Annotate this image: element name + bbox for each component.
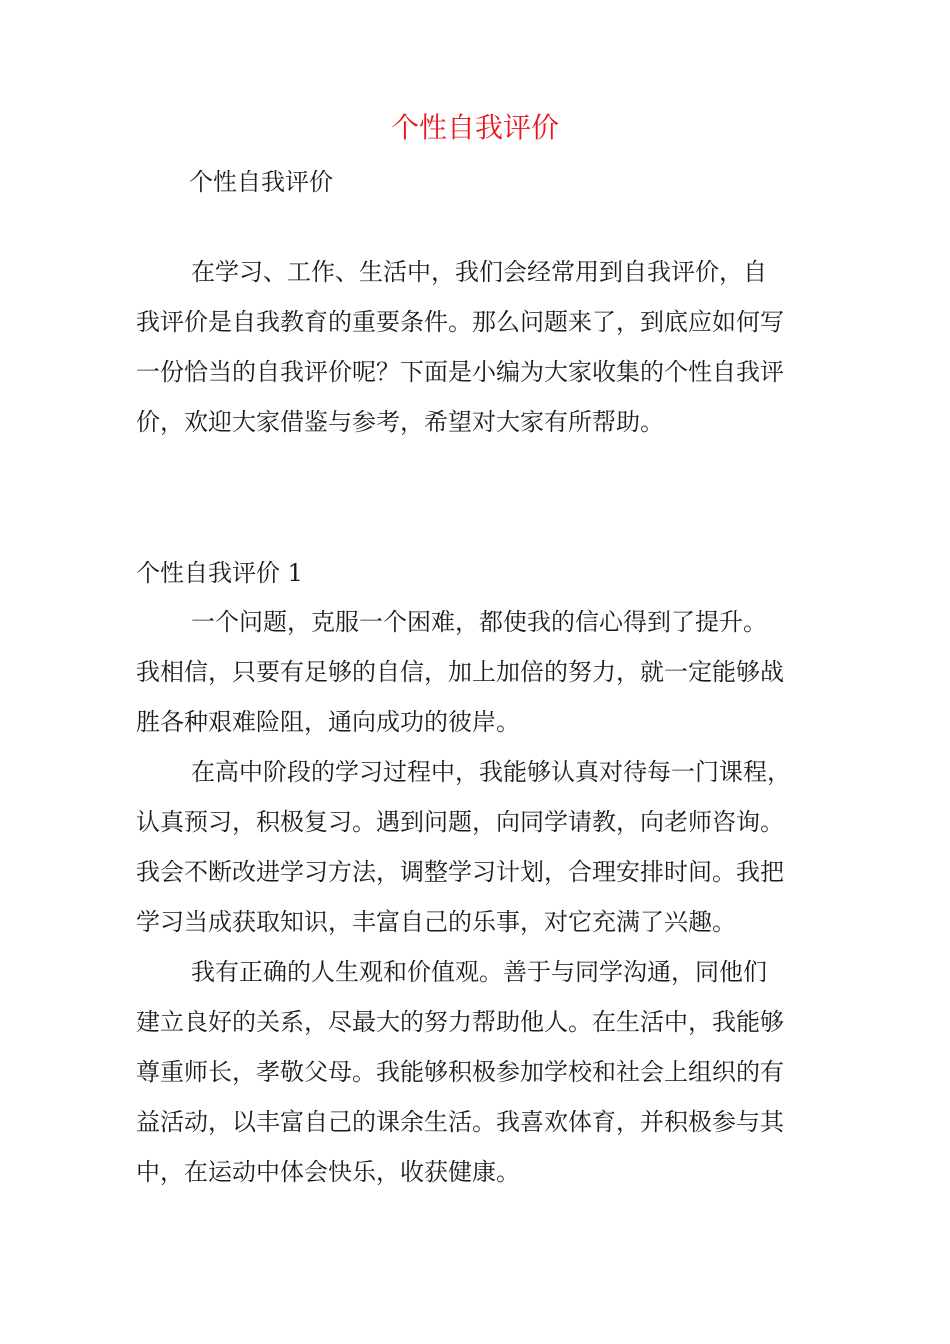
paragraph-line: 益活动，以丰富自己的课余生活。我喜欢体育，并积极参与其 [136, 1108, 784, 1136]
section1-paragraph-1 [136, 597, 836, 747]
section1-paragraph-2 [136, 747, 836, 947]
paragraph-line: 胜各种艰难险阻，通向成功的彼岸。 [136, 708, 520, 736]
paragraph-line: 我评价是自我教育的重要条件。那么问题来了，到底应如何写 [136, 308, 784, 336]
document-title: 个性自我评价 [390, 111, 559, 144]
paragraph-line: 中，在运动中体会快乐，收获健康。 [136, 1158, 520, 1186]
paragraph-line: 学习当成获取知识，丰富自己的乐事，对它充满了兴趣。 [136, 908, 736, 936]
paragraph-line: 认真预习，积极复习。遇到问题，向同学请教，向老师咨询。 [136, 808, 784, 836]
paragraph-line: 在学习、工作、生活中，我们会经常用到自我评价，自 [191, 258, 767, 286]
paragraph-line: 尊重师长，孝敬父母。我能够积极参加学校和社会上组织的有 [136, 1058, 784, 1086]
intro-paragraph [136, 247, 836, 447]
document-subtitle: 个性自我评价 [189, 168, 333, 196]
section1-paragraph-3 [136, 947, 836, 1197]
paragraph-line: 我会不断改进学习方法，调整学习计划，合理安排时间。我把 [136, 858, 784, 886]
paragraph-line: 一份恰当的自我评价呢？下面是小编为大家收集的个性自我评 [136, 358, 784, 386]
section-heading: 个性自我评价 1 [136, 559, 303, 587]
paragraph-line: 一个问题，克服一个困难，都使我的信心得到了提升。 [191, 608, 767, 636]
paragraph-line: 我相信，只要有足够的自信，加上加倍的努力，就一定能够战 [136, 658, 784, 686]
paragraph-line: 价，欢迎大家借鉴与参考，希望对大家有所帮助。 [136, 408, 664, 436]
paragraph-line: 在高中阶段的学习过程中，我能够认真对待每一门课程， [191, 758, 791, 786]
paragraph-line: 建立良好的关系，尽最大的努力帮助他人。在生活中，我能够 [136, 1008, 784, 1036]
paragraph-line: 我有正确的人生观和价值观。善于与同学沟通，同他们 [191, 958, 767, 986]
